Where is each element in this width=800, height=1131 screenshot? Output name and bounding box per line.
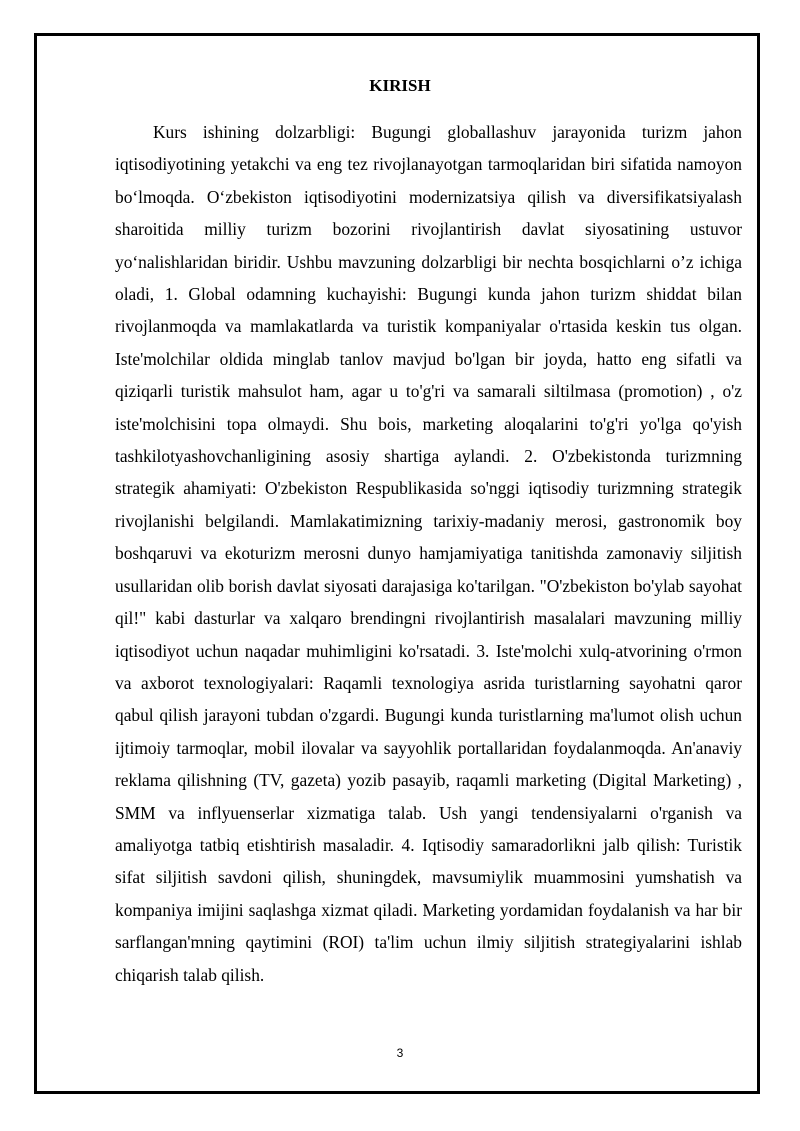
page-number: 3 — [396, 1046, 404, 1060]
page-title: KIRISH — [369, 76, 431, 95]
body-paragraph: Kurs ishining dolzarbligi: Bugungi globallashuv jarayonida turizm jahon iqtisodiyotining yetakchi va eng tez rivojlanayotgan tarmoqlaridan biri sifatida namoyon bo‘lmoqda. O‘zbekiston iqtisodiyotini modernizatsiya qilish va diversifikatsiyalash sharoitida milliy turizm bozorini rivojlantirish davlat siyosatining ustuvor yo‘nalishlaridan biridir. Ushbu mavzuning dolzarbligi bir nechta bosqichlarni o’z ichiga oladi, 1. Global odamning kuchayishi: Bugungi kunda jahon turizm shiddat bilan rivojlanmoqda va mamlakatlarda va turistik kompaniyalar o'rtasida keskin tus olgan. Iste'molchilar oldida minglab tanlov mavjud bo'lgan bir joyda, hatto eng sifatli va qiziqarli turistik mahsulot ham, agar u to'g'ri va samarali siltilmasa (promotion) , o'z iste'molchisini topa olmaydi. Shu bois, marketing aloqalarini to'g'ri yo'lga qo'yish tashkilotyashovchanligining asosiy shartiga aylandi. 2. O'zbekistonda turizmning strategik ahamiyati: O'zbekiston Respublikasida so'nggi iqtisodiy turizmning strategik rivojlanishi belgilandi. Mamlakatimizning tarixiy-madaniy merosi, gastronomik boy boshqaruvi va ekoturizm merosni dunyo hamjamiyatiga tanitishda zamonaviy siljitish usullaridan olib borish davlat siyosati darajasiga ko'tarilgan. "O'zbekiston bo'ylab sayohat qil!" kabi dasturlar va xalqaro brendingni rivojlantirish masalalari mavzuning milliy iqtisodiyot uchun naqadar muhimligini ko'rsatadi. 3. Iste'molchi xulq-atvorining o'rmon va axborot texnologiyalari: Raqamli texnologiya asrida turistlarning sayohatni qaror qabul qilish jarayoni tubdan o'zgardi. Bugungi kunda turistlarning ma'lumot olish uchun ijtimoiy tarmoqlar, mobil ilovalar va sayyohlik portallaridan foydalanmoqda. An'anaviy reklama qilishning (TV, gazeta) yozib pasayib, raqamli marketing (Digital Marketing) , SMM va inflyuenserlar xizmatiga talab. Ush yangi tendensiyalarni o'rganish va amaliyotga tatbiq etishtirish masaladir. 4. Iqtisodiy samaradorlikni jalb qilish: Turistik sifat siljitish savdoni qilish, shuningdek, mavsumiylik muammosini yumshatish va kompaniya imijini saqlashga xizmat qiladi. Marketing yordamidan foydalanish va har bir sarflangan'mning qaytimini (ROI) ta'lim uchun ilmiy siljitish strategiyalarini ishlab chiqarish talab qilish. — [115, 122, 742, 985]
